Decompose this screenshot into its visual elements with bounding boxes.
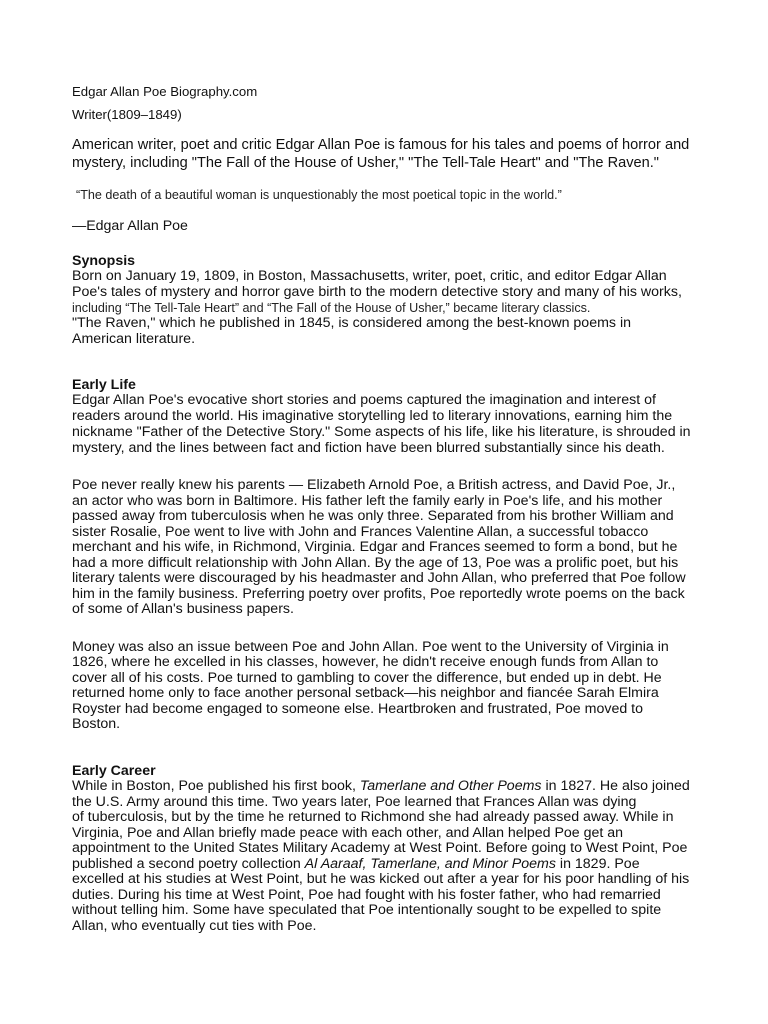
early-life-line: Edgar Allan Poe's evocative short stories and poems captured the imagination and interest of: [72, 392, 656, 408]
quote-attribution: —Edgar Allan Poe: [72, 218, 188, 234]
intro-line: mystery, including "The Fall of the House of Usher," "The Tell-Tale Heart" and "The Raven.": [72, 155, 659, 171]
early-career-line: without telling him. Some have speculated that Poe intentionally sought to be expelled to spite: [72, 902, 662, 918]
early-career-line: excelled at his studies at West Point, but he was kicked out after a year for his poor handling of his: [72, 871, 690, 887]
early-career-line: duties. During his time at West Point, Poe had fought with his foster father, who had remarried: [72, 887, 661, 903]
section-heading-early-life: Early Life: [72, 377, 136, 393]
early-career-line: appointment to the United States Military Academy at West Point. Before going to West Point, Poe: [72, 840, 688, 856]
early-life-line: returned home only to face another personal setback—his neighbor and fiancée Sarah Elmira: [72, 685, 659, 701]
early-life-line: him in the family business. Preferring poetry over profits, Poe reportedly wrote poems on the back: [72, 586, 685, 602]
early-career-text: While in Boston, Poe published his first book,: [72, 778, 360, 794]
synopsis-line: including “The Tell-Tale Heart” and “The Fall of the House of Usher,” became literary classics.: [72, 301, 591, 315]
early-career-line: [72, 778, 690, 795]
early-life-line: of some of Allan's business papers.: [72, 601, 294, 617]
early-life-line: sister Rosalie, Poe went to live with John and Frances Valentine Allan, a successful tobacco: [72, 524, 649, 540]
early-life-line: Poe never really knew his parents — Elizabeth Arnold Poe, a British actress, and David Poe, Jr.,: [72, 477, 676, 493]
book-title: Al Aaraaf, Tamerlane, and Minor Poems: [304, 856, 556, 872]
early-life-line: literary talents were discouraged by his headmaster and John Allan, who preferred that Poe follow: [72, 570, 686, 586]
subtitle: Writer(1809–1849): [72, 107, 182, 122]
section-heading-synopsis: Synopsis: [72, 253, 136, 269]
early-career-text: in 1827. He also joined: [541, 778, 690, 794]
intro-line: American writer, poet and critic Edgar Allan Poe is famous for his tales and poems of horror and: [72, 137, 690, 153]
early-life-line: 1826, where he excelled in his classes, however, he didn't receive enough funds from Allan to: [72, 654, 659, 670]
early-career-line: Virginia, Poe and Allan briefly made peace with each other, and Allan helped Poe get an: [72, 825, 624, 841]
synopsis-line: Born on January 19, 1809, in Boston, Massachusetts, writer, poet, critic, and editor Edgar Allan: [72, 268, 667, 284]
early-career-text: in 1829. Poe: [555, 856, 640, 872]
book-title: Tamerlane and Other Poems: [359, 778, 542, 794]
site-title: Edgar Allan Poe Biography.com: [72, 84, 258, 99]
early-life-line: mystery, and the lines between fact and fiction have been blurred substantially since his death.: [72, 440, 665, 456]
early-life-line: Money was also an issue between Poe and John Allan. Poe went to the University of Virginia in: [72, 639, 669, 655]
early-life-line: nickname "Father of the Detective Story." Some aspects of his life, like his literature, is shrouded in: [72, 424, 691, 440]
synopsis-line: "The Raven," which he published in 1845, is considered among the best-known poems in: [72, 315, 631, 331]
early-life-line: an actor who was born in Baltimore. His father left the family early in Poe's life, and his mother: [72, 493, 663, 509]
early-career-line: of tuberculosis, but by the time he returned to Richmond she had already passed away. While in: [72, 809, 674, 825]
early-life-line: readers around the world. His imaginative storytelling led to literary innovations, earning him the: [72, 408, 673, 424]
early-career-text: published a second poetry collection: [72, 856, 305, 872]
section-heading-early-career: Early Career: [72, 763, 156, 779]
early-life-line: merchant and his wife, in Richmond, Virginia. Edgar and Frances seemed to form a bond, but he: [72, 539, 678, 555]
early-career-line: Allan, who eventually cut ties with Poe.: [72, 918, 317, 934]
quote-text: “The death of a beautiful woman is unquestionably the most poetical topic in the world.”: [76, 188, 562, 202]
early-life-line: Royster had become engaged to someone else. Heartbroken and frustrated, Poe moved to: [72, 701, 643, 717]
early-life-line: cover all of his costs. Poe turned to gambling to cover the difference, but ended up in debt. He: [72, 670, 662, 686]
synopsis-line: American literature.: [72, 331, 196, 347]
early-life-line: Boston.: [72, 716, 121, 732]
early-life-line: had a more difficult relationship with John Allan. By the age of 13, Poe was a prolific poet, but his: [72, 555, 679, 571]
early-career-line: the U.S. Army around this time. Two years later, Poe learned that Frances Allan was dying: [72, 794, 637, 810]
early-life-line: passed away from tuberculosis when he was only three. Separated from his brother William and: [72, 508, 674, 524]
synopsis-line: Poe's tales of mystery and horror gave birth to the modern detective story and many of his works,: [72, 284, 682, 300]
